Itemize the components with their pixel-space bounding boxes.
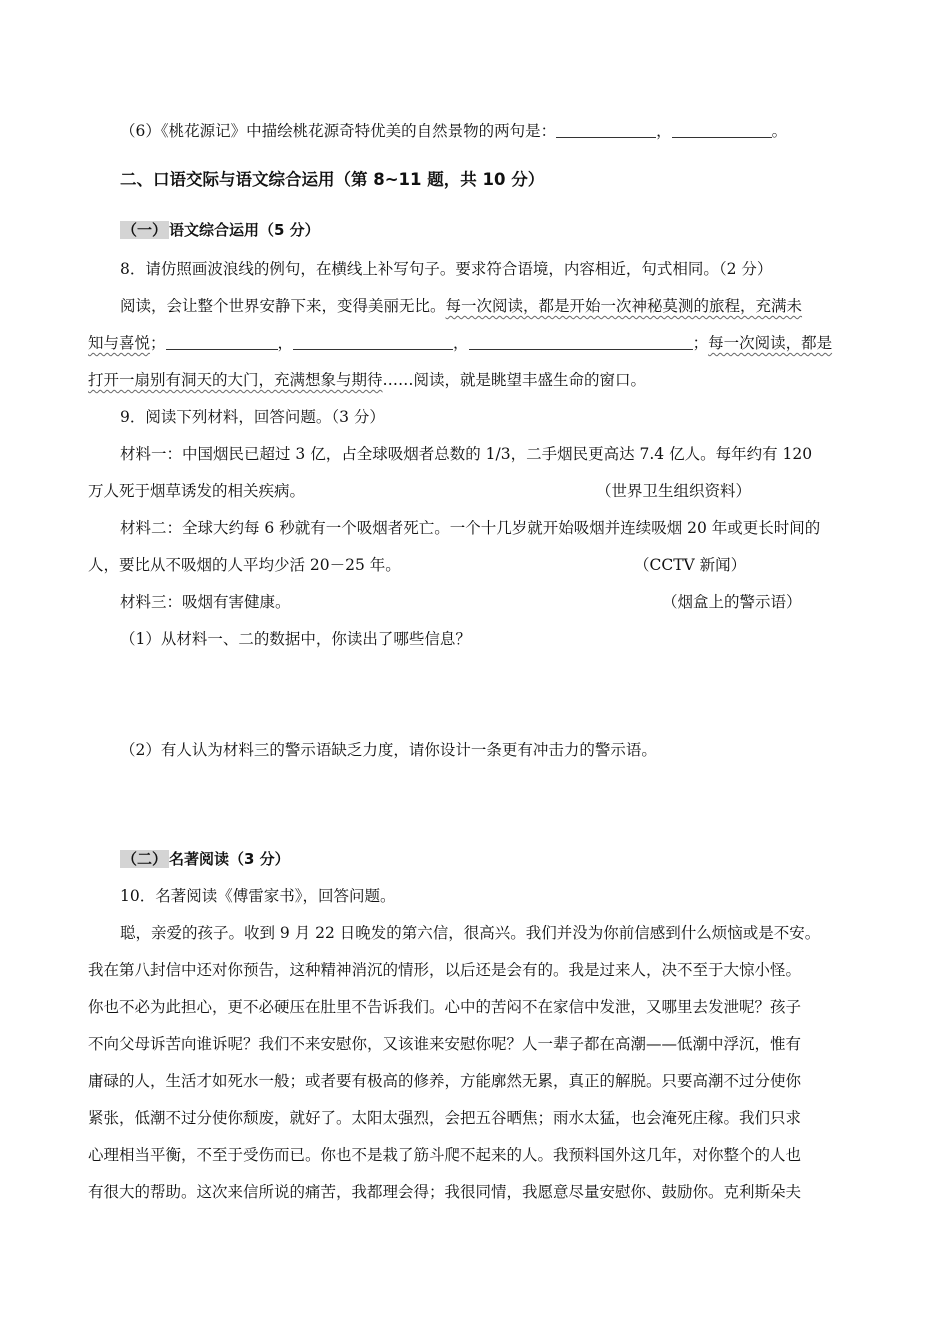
material-2-line-2: 人，要比从不吸烟的人平均少活 20－25 年。 [88, 556, 401, 574]
q8-semicolon: ； [692, 334, 709, 352]
answer-blank-2[interactable] [293, 334, 453, 350]
part-2-heading [120, 849, 290, 869]
passage-line: 我在第八封信中还对你预告，这种精神消沉的情形，以后还是会有的。我是过来人，决不至于大惊小怪。 [88, 961, 802, 979]
part-2-title: 名著阅读（3 分） [169, 850, 290, 868]
part-1-heading [120, 220, 320, 240]
q6-prefix: （6）《桃花源记》中描绘桃花源奇特优美的自然景物的两句是： [120, 122, 557, 140]
q8-comma: ， [277, 334, 294, 352]
passage-line: 不向父母诉苦向谁诉呢？我们不来安慰你，又该谁来安慰你呢？人一辈子都在高潮——低潮中浮沉，惟有 [88, 1035, 802, 1053]
q6-end: 。 [771, 122, 788, 140]
material-2-line-1: 材料二：全球大约每 6 秒就有一个吸烟者死亡。一个十几岁就开始吸烟并连续吸烟 20 年或更长时间的 [120, 519, 821, 537]
q8-text: ……阅读，就是眺望丰盛生命的窗口。 [382, 371, 647, 389]
passage-line: 有很大的帮助。这次来信所说的痛苦，我都理会得；我很同情，我愿意尽量安慰你、鼓励你。克利斯朵夫 [88, 1183, 802, 1201]
passage-line: 你也不必为此担心，更不必硬压在肚里不告诉我们。心中的苦闷不在家信中发泄，又哪里去发泄呢？孩子 [88, 998, 802, 1016]
q8-wavy-example: 每一次阅读，都是 [708, 334, 833, 352]
answer-blank[interactable] [672, 122, 772, 138]
material-3-source: （烟盒上的警示语） [662, 593, 802, 611]
part-1-title: 语文综合运用（5 分） [169, 221, 320, 239]
q8-wavy-example: 知与喜悦 [88, 334, 151, 352]
answer-blank-1[interactable] [166, 334, 278, 350]
passage-line: 聪，亲爱的孩子。收到 9 月 22 日晚发的第六信，很高兴。我们并没为你前信感到什么烦恼或是不安。 [120, 924, 821, 942]
passage-line: 庸碌的人，生活才如死水一般；或者要有极高的修养，方能廓然无累，真正的解脱。只要高潮不过分使你 [88, 1072, 802, 1090]
passage-line: 心理相当平衡，不至于受伤而已。你也不是栽了筋斗爬不起来的人。我预料国外这几年，对你整个的人也 [88, 1146, 802, 1164]
q8-line-2 [88, 333, 832, 353]
part-1-tag: （一） [122, 221, 168, 239]
q8-wavy-example: 每一次阅读，都是开始一次神秘莫测的旅程，充满未 [445, 297, 803, 315]
part-2-tag: （二） [122, 850, 168, 868]
q8-comma: ， [453, 334, 469, 352]
question-6 [120, 121, 787, 141]
q9-subquestion-2: （2）有人认为材料三的警示语缺乏力度，请你设计一条更有冲击力的警示语。 [120, 741, 657, 759]
question-9-stem: 9．阅读下列材料，回答问题。（3 分） [120, 408, 385, 426]
material-1-line-2: 万人死于烟草诱发的相关疾病。 [88, 482, 306, 500]
material-1-source: （世界卫生组织资料） [596, 482, 752, 500]
question-8-stem: 8．请仿照画波浪线的例句，在横线上补写句子。要求符合语境，内容相近，句式相同。（2 分） [120, 260, 773, 278]
answer-blank-3[interactable] [469, 334, 693, 350]
q8-text: 阅读，会让整个世界安静下来，变得美丽无比。 [120, 297, 446, 315]
q8-line-1 [120, 296, 802, 316]
q9-subquestion-1: （1）从材料一、二的数据中，你读出了哪些信息？ [120, 630, 471, 648]
material-1-line-1: 材料一：中国烟民已超过 3 亿，占全球吸烟者总数的 1/3，二手烟民更高达 7.4 亿人。每年约有 120 [120, 445, 813, 463]
q8-colon: ； [150, 334, 166, 352]
answer-blank[interactable] [556, 122, 656, 138]
material-3-line: 材料三：吸烟有害健康。 [120, 593, 291, 611]
section-2-title: 二、口语交际与语文综合运用（第 8~11 题，共 10 分） [120, 170, 545, 189]
material-2-source: （CCTV 新闻） [634, 556, 747, 574]
q8-line-3 [88, 370, 646, 390]
passage-line: 紧张，低潮不过分使你颓废，就好了。太阳太强烈，会把五谷晒焦；雨水太猛，也会淹死庄稼。我们只求 [88, 1109, 802, 1127]
q6-sep: ， [656, 122, 672, 140]
q8-wavy-example: 打开一扇别有洞天的大门，充满想象与期待 [88, 371, 383, 389]
question-10-stem: 10．名著阅读《傅雷家书》，回答问题。 [120, 887, 396, 905]
